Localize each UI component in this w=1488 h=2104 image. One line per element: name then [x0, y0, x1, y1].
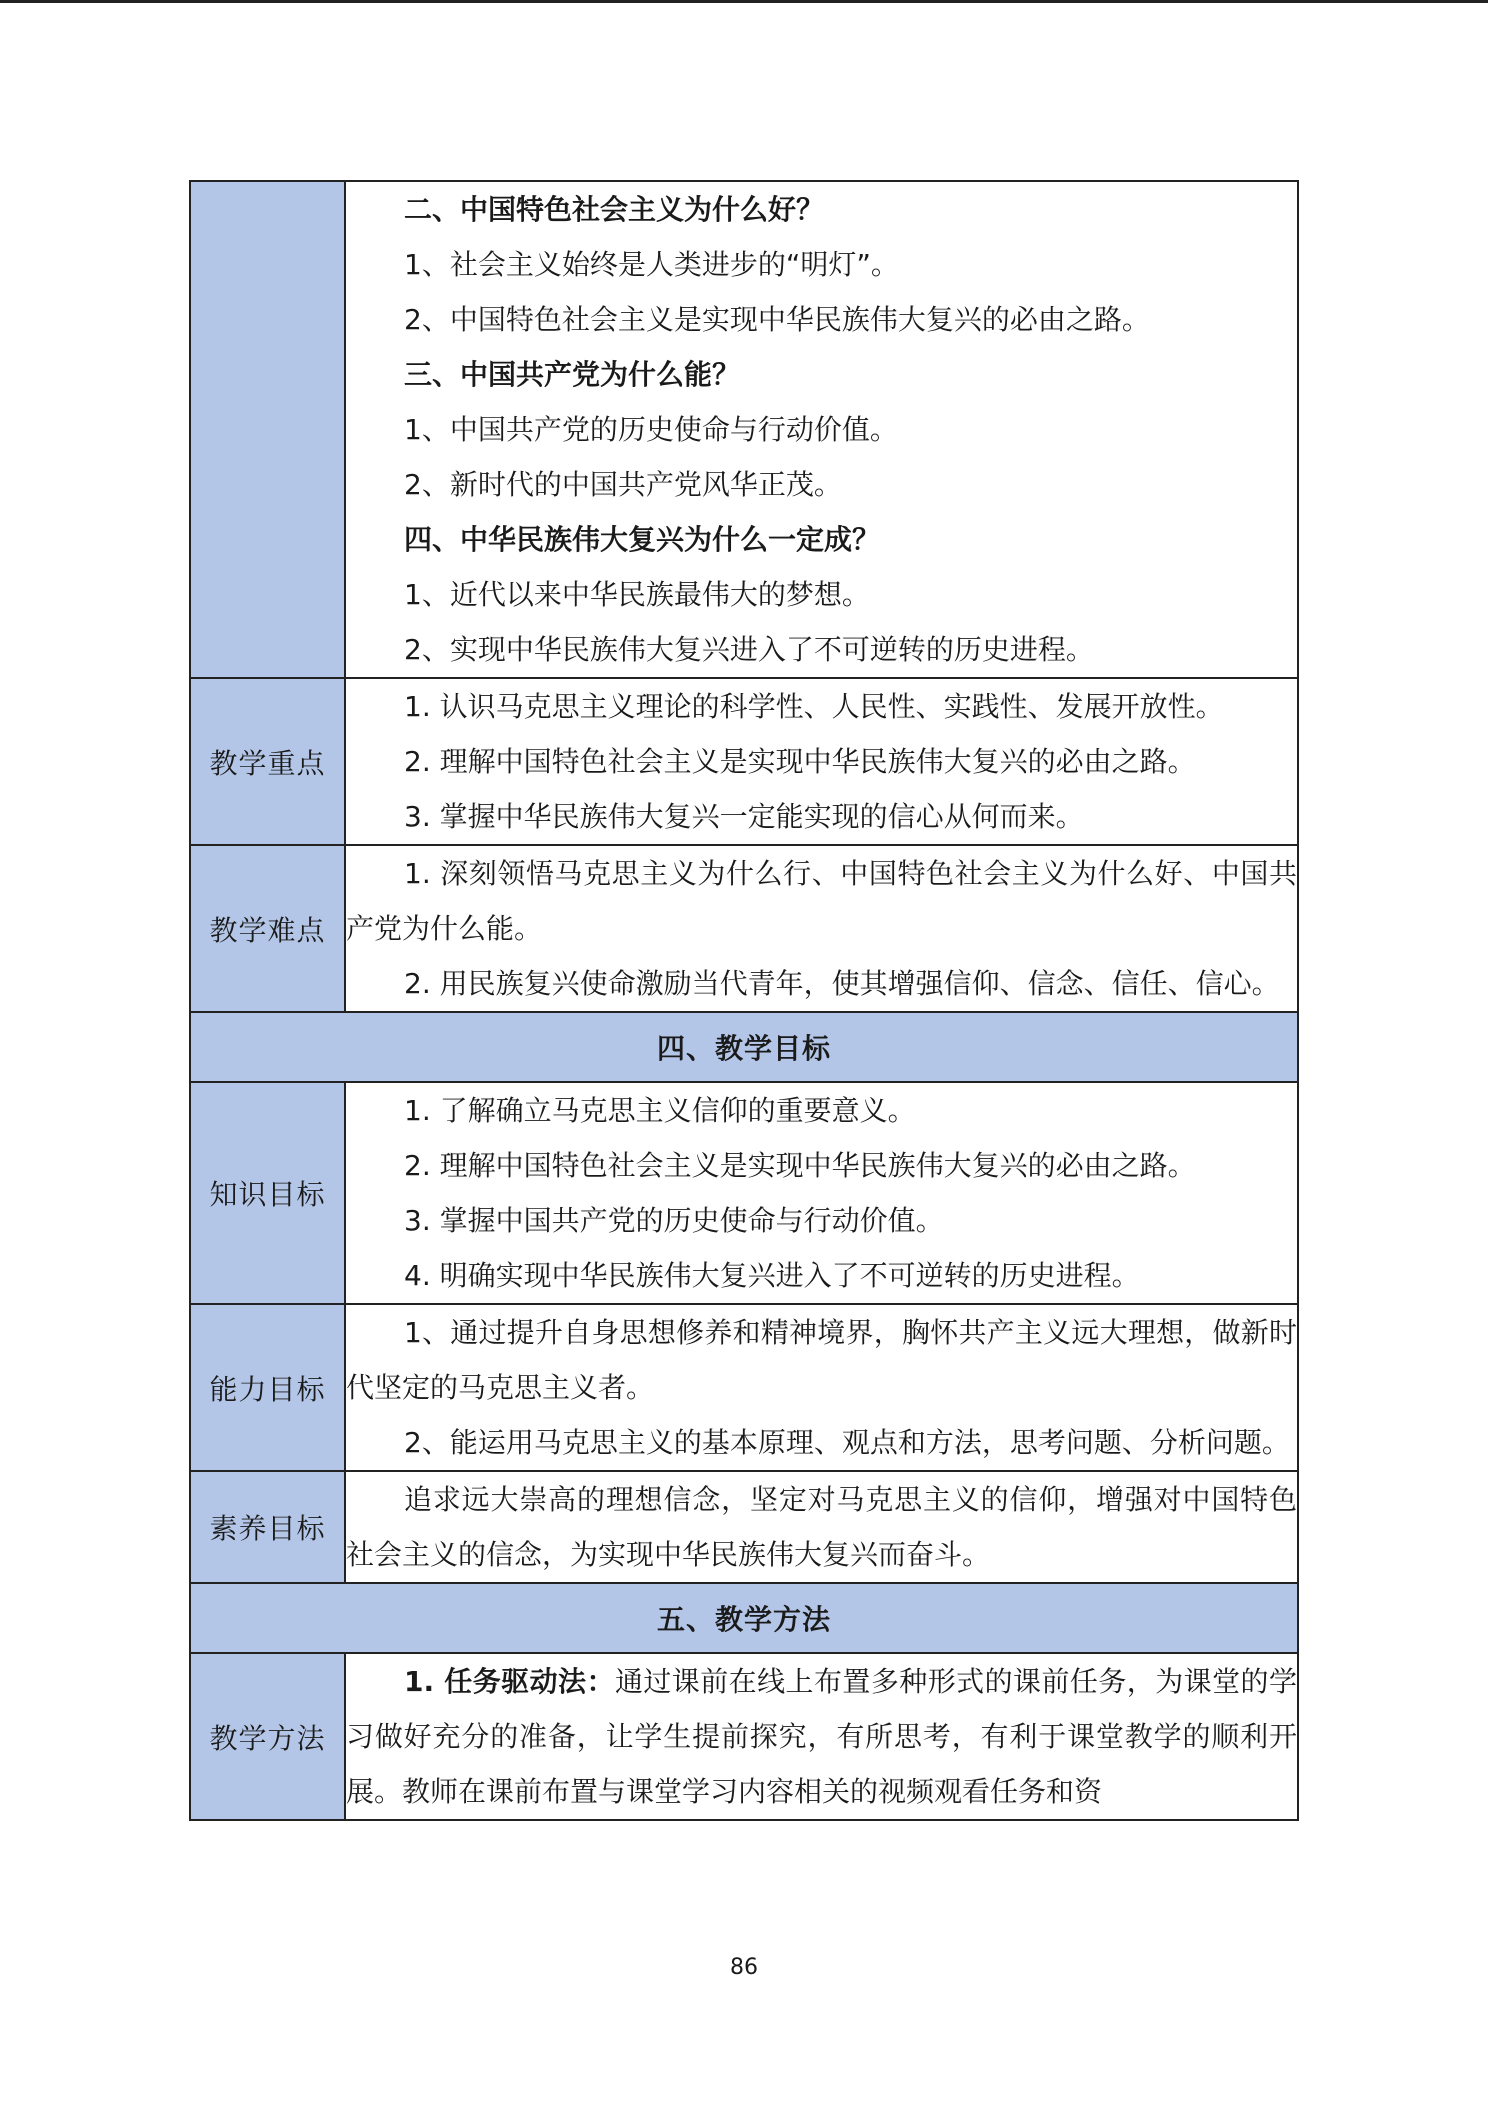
section-five-title: 五、教学方法 [190, 1583, 1298, 1653]
difficult-points-content [345, 845, 1298, 1012]
literacy-goal-text: 追求远大崇高的理想信念，坚定对马克思主义的信仰，增强对中国特色社会主义的信念，为实现中华民族伟大复兴而奋斗。 [346, 1483, 1297, 1571]
outline-item: 1、社会主义始终是人类进步的“明灯”。 [404, 248, 899, 281]
method-text: 通过课前在线上布置多种形式的课前任务，为课堂的学习做好充分的准备，让学生提前探究，有所思考，有利于课堂教学的顺利开展。教师在课前布置与课堂学习内容相关的视频观看任务和资 [346, 1665, 1297, 1808]
outline-item: 2、实现中华民族伟大复兴进入了不可逆转的历史进程。 [404, 633, 1094, 666]
key-point-item: 2. 理解中国特色社会主义是实现中华民族伟大复兴的必由之路。 [404, 745, 1196, 778]
knowledge-goal-item: 3. 掌握中国共产党的历史使命与行动价值。 [404, 1204, 944, 1237]
ability-goals-label: 能力目标 [190, 1304, 345, 1471]
outline-heading: 四、中华民族伟大复兴为什么一定成？ [404, 523, 881, 556]
method-lead: 1. 任务驱动法： [404, 1665, 615, 1698]
outline-item: 1、近代以来中华民族最伟大的梦想。 [404, 578, 870, 611]
difficult-point-item: 1. 深刻领悟马克思主义为什么行、中国特色社会主义为什么好、中国共产党为什么能。 [346, 857, 1297, 945]
ability-goals-content [345, 1304, 1298, 1471]
methods-row [190, 1653, 1298, 1820]
key-points-row [190, 678, 1298, 845]
knowledge-goal-item: 4. 明确实现中华民族伟大复兴进入了不可逆转的历史进程。 [404, 1259, 1140, 1292]
section-five-row [190, 1583, 1298, 1653]
key-point-item: 3. 掌握中华民族伟大复兴一定能实现的信心从何而来。 [404, 800, 1084, 833]
literacy-goals-content [345, 1471, 1298, 1583]
outline-row [190, 181, 1298, 678]
literacy-goals-label: 素养目标 [190, 1471, 345, 1583]
outline-item: 2、新时代的中国共产党风华正茂。 [404, 468, 842, 501]
key-points-label: 教学重点 [190, 678, 345, 845]
knowledge-goal-item: 1. 了解确立马克思主义信仰的重要意义。 [404, 1094, 916, 1127]
literacy-goals-row [190, 1471, 1298, 1583]
ability-goal-item: 1、通过提升自身思想修养和精神境界，胸怀共产主义远大理想，做新时代坚定的马克思主义者。 [346, 1316, 1297, 1404]
outline-heading: 二、中国特色社会主义为什么好？ [404, 193, 825, 226]
knowledge-goal-item: 2. 理解中国特色社会主义是实现中华民族伟大复兴的必由之路。 [404, 1149, 1196, 1182]
knowledge-goals-label: 知识目标 [190, 1082, 345, 1304]
section-four-title: 四、教学目标 [190, 1012, 1298, 1082]
outline-item: 1、中国共产党的历史使命与行动价值。 [404, 413, 898, 446]
key-point-item: 1. 认识马克思主义理论的科学性、人民性、实践性、发展开放性。 [404, 690, 1224, 723]
method-paragraph [346, 1654, 1297, 1819]
difficult-point-item: 2. 用民族复兴使命激励当代青年，使其增强信仰、信念、信任、信心。 [404, 967, 1280, 1000]
outline-item: 2、中国特色社会主义是实现中华民族伟大复兴的必由之路。 [404, 303, 1150, 336]
outline-heading: 三、中国共产党为什么能？ [404, 358, 741, 391]
difficult-points-label: 教学难点 [190, 845, 345, 1012]
methods-content [345, 1653, 1298, 1820]
key-points-content [345, 678, 1298, 845]
methods-label: 教学方法 [190, 1653, 345, 1820]
outline-label-cell [190, 181, 345, 678]
difficult-points-row [190, 845, 1298, 1012]
ability-goals-row [190, 1304, 1298, 1471]
ability-goal-item: 2、能运用马克思主义的基本原理、观点和方法，思考问题、分析问题。 [404, 1426, 1290, 1459]
outline-content-cell [345, 181, 1298, 678]
page-number: 86 [730, 1955, 758, 1980]
knowledge-goals-content [345, 1082, 1298, 1304]
top-border-line [0, 0, 1488, 3]
knowledge-goals-row [190, 1082, 1298, 1304]
section-four-row [190, 1012, 1298, 1082]
lesson-plan-table [189, 180, 1299, 1821]
